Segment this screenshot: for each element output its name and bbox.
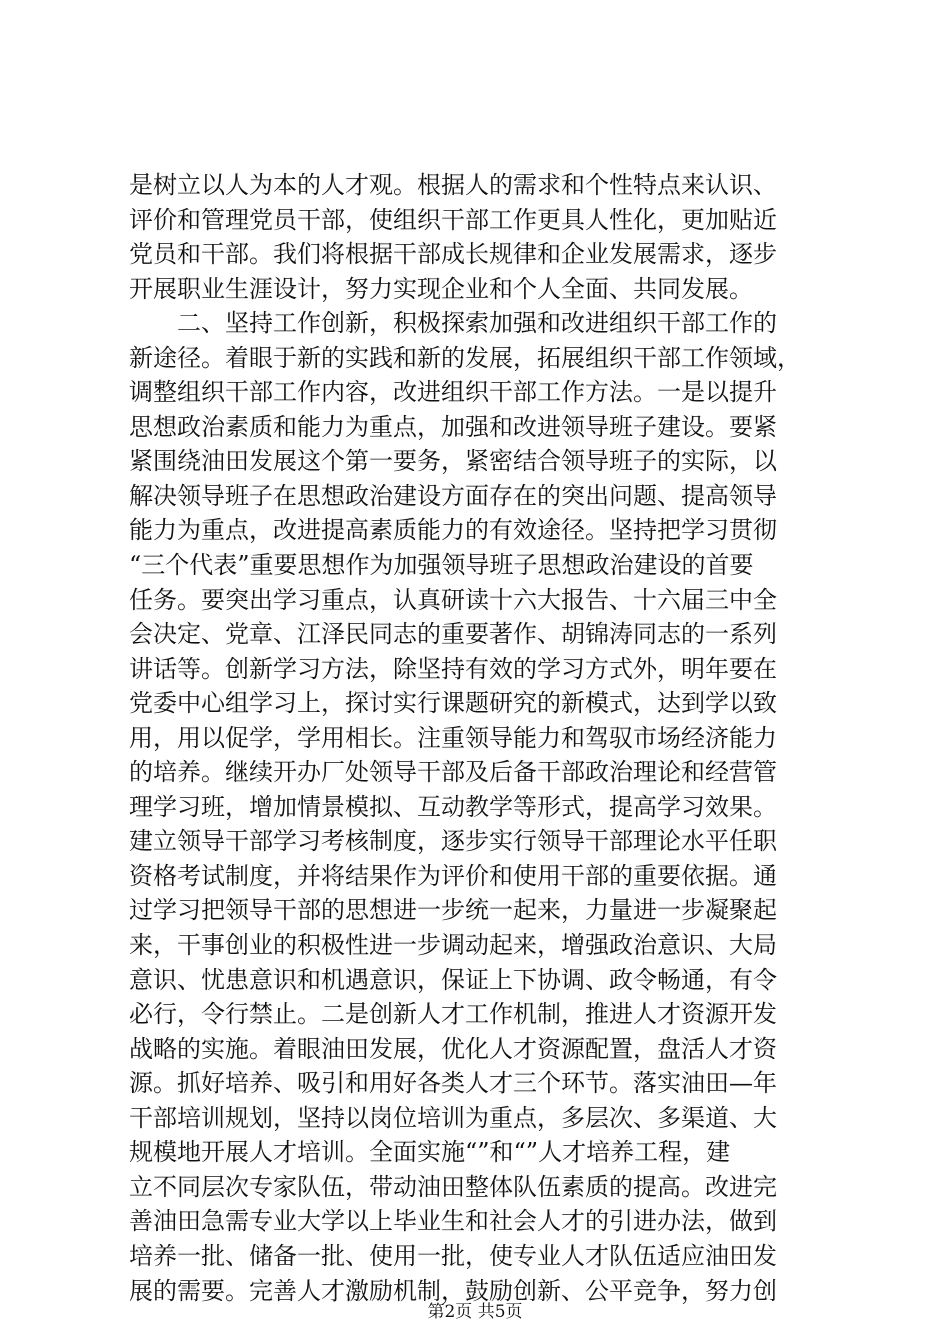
- text-line: 过学习把领导干部的思想进一步统一起来，力量进一步凝聚起: [129, 896, 777, 925]
- text-line: 规模地开展人才培训。全面实施“”和“”人才培养工程，建: [129, 1138, 731, 1167]
- section-heading-line: 二、坚持工作创新，积极探索加强和改进组织干部工作的: [177, 309, 777, 338]
- text-line: 开展职业生涯设计，努力实现企业和个人全面、共同发展。: [129, 274, 753, 303]
- text-line: 源。抓好培养、吸引和用好各类人才三个环节。落实油田—年: [129, 1069, 777, 1098]
- text-line: 调整组织干部工作内容，改进组织干部工作方法。一是以提升: [129, 378, 777, 407]
- text-line: 展的需要。完善人才激励机制，鼓励创新、公平竞争，努力创: [129, 1276, 777, 1305]
- text-line: 会决定、党章、江泽民同志的重要著作、胡锦涛同志的一系列: [129, 620, 777, 649]
- text-line: 的培养。继续开办厂处领导干部及后备干部政治理论和经营管: [129, 758, 777, 787]
- text-line: 紧围绕油田发展这个第一要务，紧密结合领导班子的实际，以: [129, 447, 777, 476]
- text-line: “三个代表”重要思想作为加强领导班子思想政治建设的首要: [129, 551, 754, 580]
- text-line: 培养一批、储备一批、使用一批，使专业人才队伍适应油田发: [129, 1241, 777, 1270]
- text-line: 用，用以促学，学用相长。注重领导能力和驾驭市场经济能力: [129, 723, 777, 752]
- text-line: 必行，令行禁止。二是创新人才工作机制，推进人才资源开发: [129, 1000, 777, 1029]
- text-line: 善油田急需专业大学以上毕业生和社会人才的引进办法，做到: [129, 1207, 777, 1236]
- text-line: 来，干事创业的积极性进一步调动起来，增强政治意识、大局: [129, 931, 777, 960]
- text-line: 理学习班，增加情景模拟、互动教学等形式，提高学习效果。: [129, 792, 777, 821]
- text-line: 解决领导班子在思想政治建设方面存在的突出问题、提高领导: [129, 481, 777, 510]
- text-line: 是树立以人为本的人才观。根据人的需求和个性特点来认识、: [129, 171, 777, 199]
- text-line: 意识、忧患意识和机遇意识，保证上下协调、政令畅通，有令: [129, 965, 777, 994]
- text-line: 思想政治素质和能力为重点，加强和改进领导班子建设。要紧: [129, 412, 777, 441]
- text-line: 评价和管理党员干部，使组织干部工作更具人性化，更加贴近: [129, 205, 777, 234]
- text-line: 建立领导干部学习考核制度，逐步实行领导干部理论水平任职: [129, 827, 777, 856]
- text-line: 新途径。着眼于新的实践和新的发展，拓展组织干部工作领域，: [129, 343, 801, 372]
- text-line: 任务。要突出学习重点，认真研读十六大报告、十六届三中全: [129, 585, 777, 614]
- text-line: 资格考试制度，并将结果作为评价和使用干部的重要依据。通: [129, 861, 777, 890]
- page-number-footer: 第2页 共5页: [427, 1302, 523, 1322]
- text-line: 战略的实施。着眼油田发展，优化人才资源配置，盘活人才资: [129, 1034, 777, 1063]
- text-line: 干部培训规划，坚持以岗位培训为重点，多层次、多渠道、大: [129, 1103, 777, 1132]
- document-body: [129, 168, 829, 1308]
- text-line: 党员和干部。我们将根据干部成长规律和企业发展需求，逐步: [129, 240, 777, 269]
- text-line: 讲话等。创新学习方法，除坚持有效的学习方式外，明年要在: [129, 654, 777, 683]
- text-line: 能力为重点，改进提高素质能力的有效途径。坚持把学习贯彻: [129, 516, 777, 545]
- text-line: 立不同层次专家队伍，带动油田整体队伍素质的提高。改进完: [129, 1172, 777, 1201]
- text-line: 党委中心组学习上，探讨实行课题研究的新模式，达到学以致: [129, 689, 777, 718]
